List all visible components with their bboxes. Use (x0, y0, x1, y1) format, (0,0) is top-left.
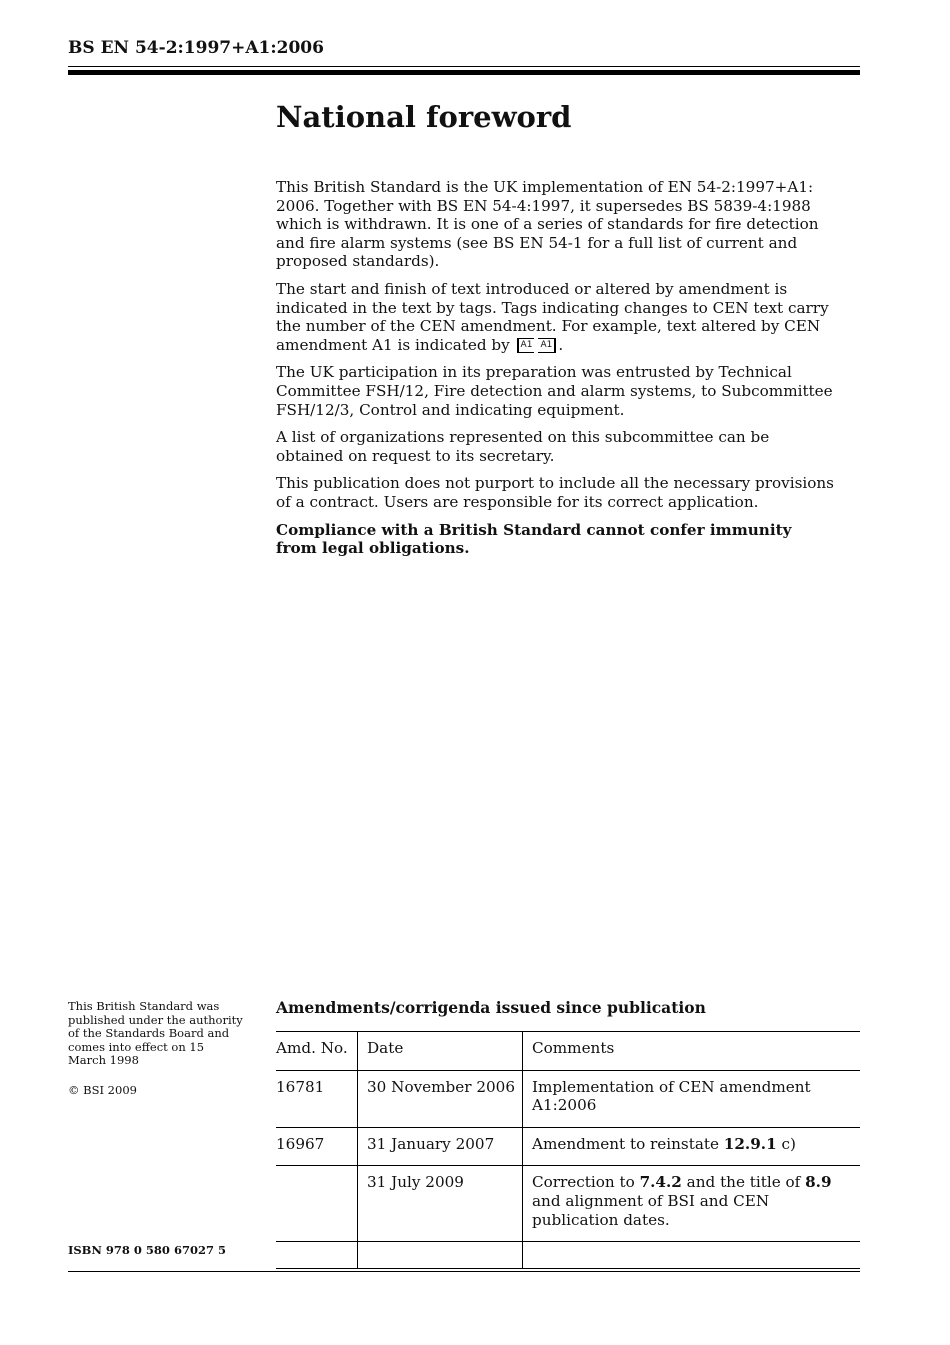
comments-cell (523, 1166, 861, 1242)
amendment-end-tag: A1 (538, 338, 556, 353)
comments-cell: Implementation of CEN amendment A1:2006 (523, 1070, 861, 1127)
empty-cell (276, 1242, 358, 1269)
copyright-notice: © BSI 2009 (68, 1082, 137, 1097)
table-row (276, 1166, 860, 1242)
paragraph-amendment-end: . (558, 335, 564, 354)
publication-note (68, 1000, 243, 1113)
amd-no-cell: 16781 (276, 1070, 358, 1127)
publication-statement: This British Standard was published under the authority of the Standards Board and comes into effect on 15 March 1998 (68, 999, 243, 1067)
table-row (276, 1070, 860, 1127)
date-cell: 31 January 2007 (358, 1127, 523, 1166)
paragraph-implementation: This British Standard is the UK implementation of EN 54-2:1997+A1: 2006. Together with BS EN 54-4:1997, it supersedes BS 5839-4:1988 which is withdrawn. It is one of a series of standards for fire detection and fire alarm systems (see BS EN 54-1 for a full list of current and proposed standards). (276, 178, 819, 271)
page-title: National foreword (276, 100, 572, 134)
date-cell: 30 November 2006 (358, 1070, 523, 1127)
comments-cell (523, 1127, 861, 1166)
column-header-amd-no: Amd. No. (276, 1032, 358, 1071)
comment-text: and alignment of BSI and CEN publication dates. (532, 1191, 770, 1229)
column-header-date: Date (358, 1032, 523, 1071)
paragraph-amendment-tags (276, 280, 836, 354)
amendment-start-tag: A1 (517, 338, 535, 353)
paragraph-organizations: A list of organizations represented on this subcommittee can be obtained on request to its secretary. (276, 428, 770, 465)
clause-ref: 12.9.1 (723, 1134, 777, 1153)
comment-text: Correction to (532, 1173, 640, 1192)
clause-ref: 8.9 (805, 1173, 832, 1192)
clause-ref: 7.4.2 (639, 1173, 682, 1192)
empty-cell (358, 1242, 523, 1269)
amd-no-cell: 16967 (276, 1127, 358, 1166)
header-rule-thick (68, 70, 860, 75)
comment-text: and the title of (681, 1173, 806, 1192)
isbn: ISBN 978 0 580 67027 5 (68, 1243, 226, 1257)
amendments-table (276, 1031, 860, 1269)
paragraph-amendment-text: The start and finish of text introduced or altered by amendment is indicated in the text by tags. Tags indicating changes to CEN text carry the number of the CEN amendment. For example, text altered by CEN amendment A1 is indicated by (276, 279, 829, 354)
footer-rule (68, 1271, 860, 1272)
table-row-empty (276, 1242, 860, 1269)
table-row (276, 1127, 860, 1166)
header-rule-thin (68, 66, 860, 67)
date-cell: 31 July 2009 (358, 1166, 523, 1242)
amd-no-cell (276, 1166, 358, 1242)
table-header-row (276, 1032, 860, 1071)
comment-text: c) (776, 1134, 796, 1153)
foreword-body (276, 178, 836, 567)
comment-text: Amendment to reinstate (532, 1134, 724, 1153)
paragraph-provisions: This publication does not purport to include all the necessary provisions of a contract. Users are responsible for its correct application. (276, 474, 834, 511)
amendments-title: Amendments/corrigenda issued since publication (276, 998, 706, 1017)
paragraph-compliance: Compliance with a British Standard cannot confer immunity from legal obligations. (276, 520, 792, 558)
column-header-comments: Comments (523, 1032, 861, 1071)
paragraph-committee: The UK participation in its preparation was entrusted by Technical Committee FSH/12, Fire detection and alarm systems, to Subcommittee FSH/12/3, Control and indicating equipment. (276, 363, 833, 419)
empty-cell (523, 1242, 861, 1269)
standard-code: BS EN 54-2:1997+A1:2006 (68, 38, 324, 58)
